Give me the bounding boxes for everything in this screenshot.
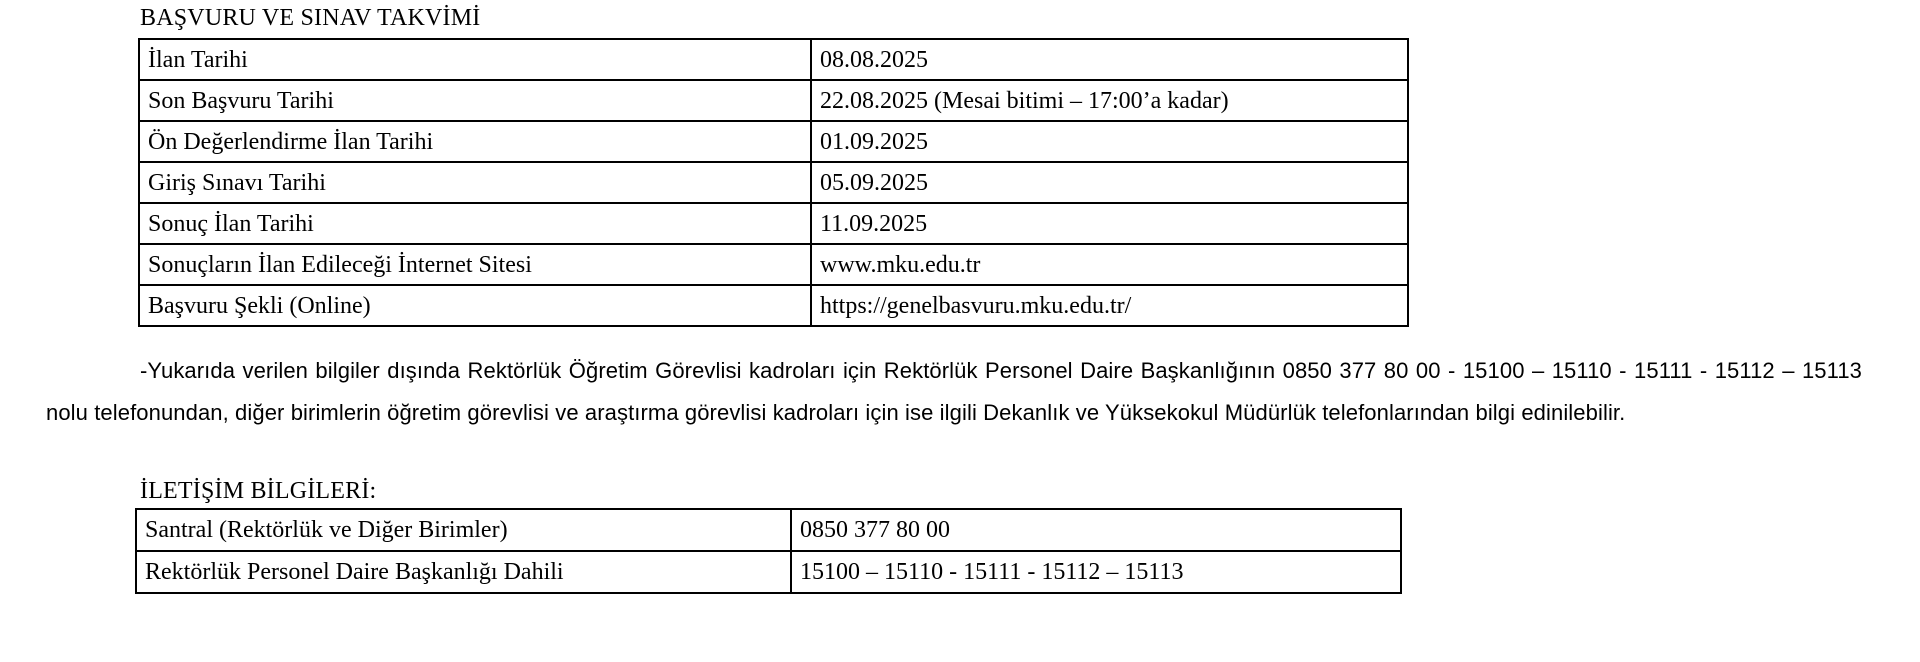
schedule-value-pre-evaluation: 01.09.2025 <box>811 121 1408 162</box>
schedule-label-deadline: Son Başvuru Tarihi <box>139 80 811 121</box>
table-row <box>136 509 1401 551</box>
schedule-value-entrance-exam: 05.09.2025 <box>811 162 1408 203</box>
info-paragraph: -Yukarıda verilen bilgiler dışında Rektörlük Öğretim Görevlisi kadroları için Rektörlük Personel Daire Başkanlığının 0850 377 80 00 - 15100 – 15110 - 15111 - 15112 – 15113 nolu telefonundan, diğer birimlerin öğretim görevlisi ve araştırma görevlisi kadroları için ise ilgili Dekanlık ve Yüksekokul Müdürlük telefonlarından bilgi edinilebilir. <box>46 358 1862 425</box>
schedule-value-deadline: 22.08.2025 (Mesai bitimi – 17:00’a kadar) <box>811 80 1408 121</box>
contact-table <box>135 508 1402 594</box>
schedule-value-application-method[interactable]: https://genelbasvuru.mku.edu.tr/ <box>811 285 1408 326</box>
schedule-label-result-date: Sonuç İlan Tarihi <box>139 203 811 244</box>
schedule-label-announcement-date: İlan Tarihi <box>139 39 811 80</box>
contact-section-title: İLETİŞİM BİLGİLERİ: <box>140 478 377 504</box>
contact-label-switchboard: Santral (Rektörlük ve Diğer Birimler) <box>136 509 791 551</box>
schedule-value-results-website[interactable]: www.mku.edu.tr <box>811 244 1408 285</box>
table-row <box>139 121 1408 162</box>
schedule-value-result-date: 11.09.2025 <box>811 203 1408 244</box>
schedule-label-entrance-exam: Giriş Sınavı Tarihi <box>139 162 811 203</box>
table-row <box>139 244 1408 285</box>
table-row <box>139 162 1408 203</box>
schedule-label-pre-evaluation: Ön Değerlendirme İlan Tarihi <box>139 121 811 162</box>
contact-value-personnel-extension: 15100 – 15110 - 15111 - 15112 – 15113 <box>791 551 1401 593</box>
contact-value-switchboard: 0850 377 80 00 <box>791 509 1401 551</box>
table-row <box>136 551 1401 593</box>
schedule-section-title: BAŞVURU VE SINAV TAKVİMİ <box>140 5 481 31</box>
table-row <box>139 80 1408 121</box>
table-row <box>139 203 1408 244</box>
contact-label-personnel-extension: Rektörlük Personel Daire Başkanlığı Dahili <box>136 551 791 593</box>
schedule-value-announcement-date: 08.08.2025 <box>811 39 1408 80</box>
schedule-label-application-method: Başvuru Şekli (Online) <box>139 285 811 326</box>
table-row <box>139 39 1408 80</box>
table-row <box>139 285 1408 326</box>
schedule-label-results-website: Sonuçların İlan Edileceği İnternet Sitesi <box>139 244 811 285</box>
schedule-table <box>138 38 1409 327</box>
